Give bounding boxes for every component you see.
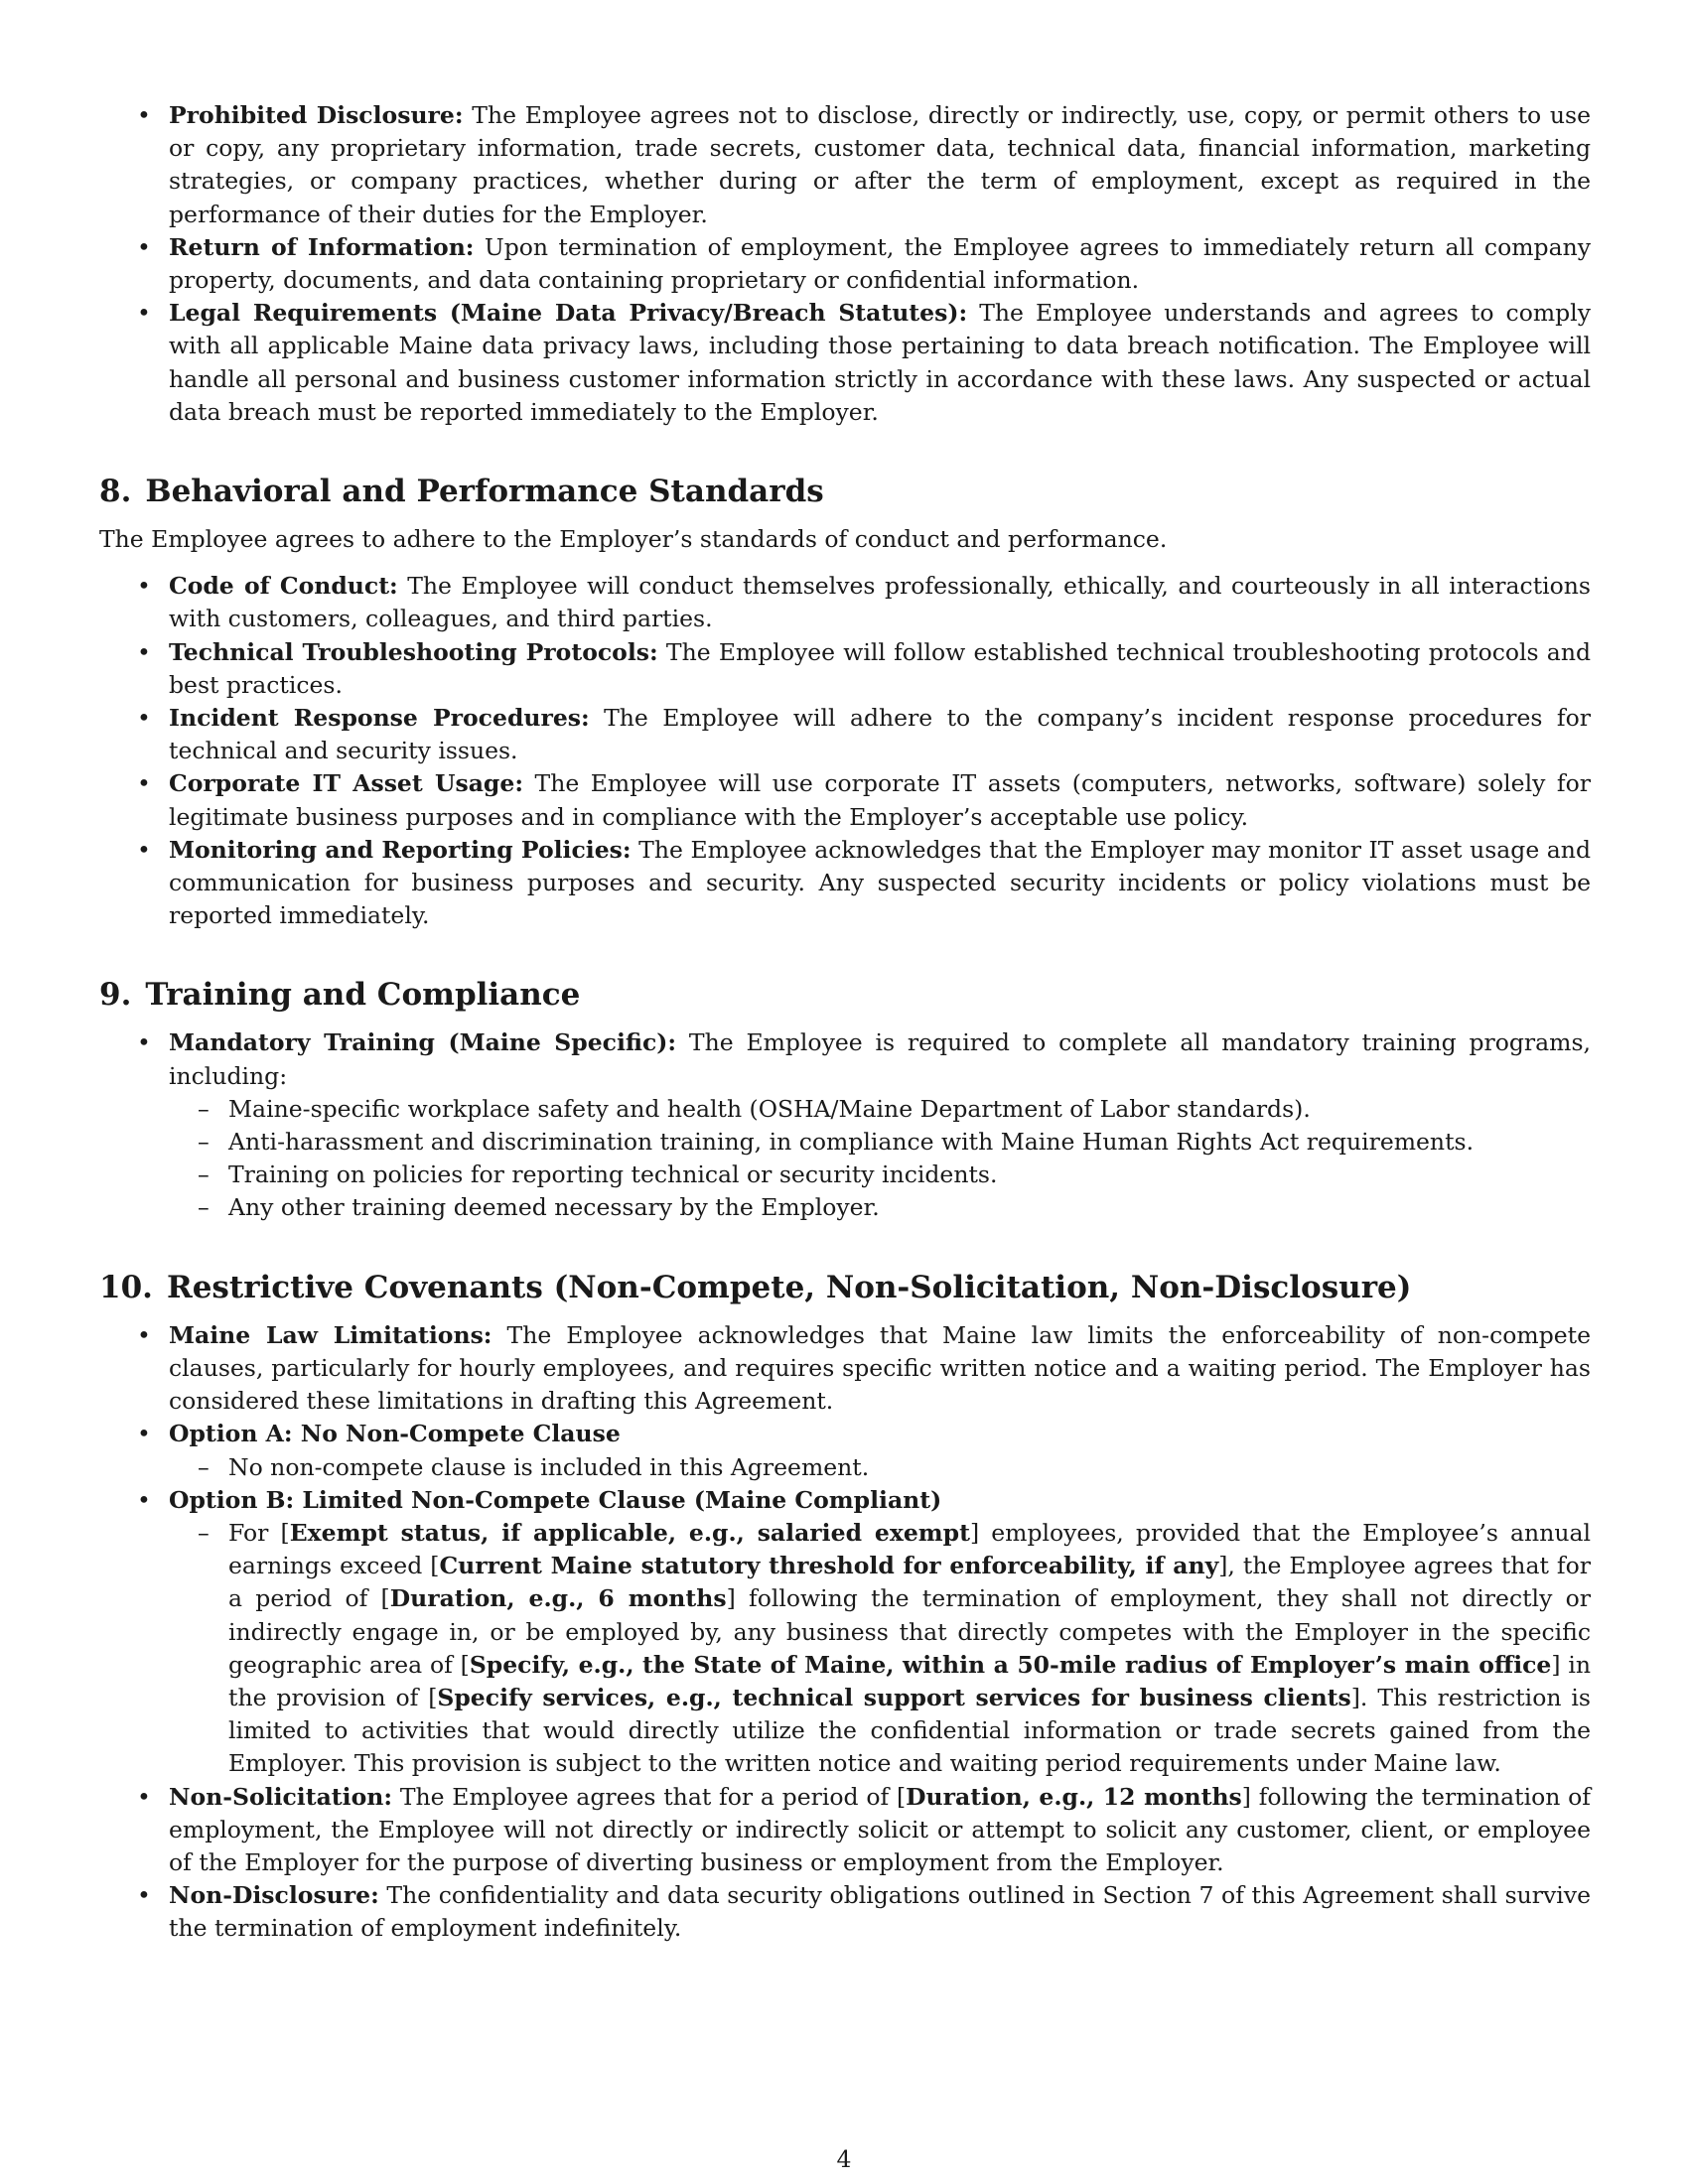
- item-title: Incident Response Procedures:: [169, 704, 590, 733]
- section-8-heading: [99, 472, 1591, 511]
- item-text: The Employee will follow established technical troubleshooting protocols and best practices.: [169, 637, 1591, 699]
- section-title: Behavioral and Performance Standards: [145, 474, 824, 510]
- list-item: [99, 297, 1591, 429]
- item-title: Technical Troubleshooting Protocols:: [169, 637, 658, 666]
- item-text: Upon termination of employment, the Employee agrees to immediately return all company property, documents, and data containing proprietary or confidential information.: [169, 232, 1591, 295]
- list-item: [99, 570, 1591, 635]
- item-title: Non-Disclosure:: [169, 1881, 379, 1910]
- sublist-item: – Anti-harassment and discrimination training, in compliance with Maine Human Rights Act requirements.: [169, 1126, 1591, 1159]
- item-title: Corporate IT Asset Usage:: [169, 769, 523, 798]
- list-item: [99, 702, 1591, 767]
- clause-text: ] in the provision of [: [228, 1650, 1592, 1711]
- placeholder-field: Exempt status, if applicable, e.g., salaried exempt: [289, 1518, 970, 1547]
- page-number: 4: [836, 2145, 852, 2173]
- item-title: Mandatory Training (Maine Specific):: [169, 1028, 677, 1057]
- section-10-list: [99, 1319, 1591, 1946]
- sublist-item: – Training on policies for reporting technical or security incidents.: [169, 1159, 1591, 1191]
- list-item: [99, 767, 1591, 833]
- list-item: [99, 834, 1591, 933]
- list-item: [99, 231, 1591, 297]
- section-title: Restrictive Covenants (Non-Compete, Non-Solicitation, Non-Disclosure): [166, 1269, 1412, 1305]
- section-8-intro: The Employee agrees to adhere to the Employer’s standards of conduct and performance.: [99, 525, 1168, 554]
- option-a-sublist: [169, 1451, 1591, 1484]
- item-text: The Employee will adhere to the company’s incident response procedures for technical and security issues.: [169, 704, 1591, 765]
- section-8-list: [99, 570, 1591, 932]
- clause-text: ] following the termination of employment, they shall not directly or indirectly engage in, or be employed by, any business that directly competes with the Employer in the specific geographic area of [: [228, 1584, 1591, 1679]
- item-title: Maine Law Limitations:: [169, 1320, 492, 1349]
- sublist-item: – Any other training deemed necessary by the Employer.: [169, 1191, 1591, 1224]
- item-text: The confidentiality and data security obligations outlined in Section 7 of this Agreement shall survive the termination of employment indefinitely.: [169, 1881, 1591, 1943]
- clause-text: ]. This restriction is limited to activities that would directly utilize the confidential information or trade secrets gained from the Employer. This provision is subject to the written notice and waiting period requirements under Maine law.: [228, 1683, 1591, 1778]
- option-b-sublist: [169, 1517, 1591, 1781]
- training-sublist: [169, 1093, 1591, 1225]
- clause-text: ] following the termination of employment, the Employee will not directly or indirectly solicit or attempt to solicit any customer, client, or employee of the Employer for the purpose of diverting business or employment from the Employer.: [169, 1782, 1591, 1876]
- item-title: Legal Requirements (Maine Data Privacy/Breach Statutes):: [169, 299, 968, 328]
- placeholder-field: Specify services, e.g., technical support services for business clients: [437, 1683, 1351, 1711]
- section-number: 9.: [99, 977, 132, 1014]
- placeholder-field: Duration, e.g., 12 months: [906, 1782, 1242, 1811]
- list-item: [99, 636, 1591, 702]
- sublist-item: – No non-compete clause is included in this Agreement.: [169, 1451, 1591, 1484]
- section-number: 8.: [99, 474, 132, 510]
- item-text: The Employee agrees not to disclose, directly or indirectly, use, copy, or permit others to use or copy, any proprietary information, trade secrets, customer data, technical data, financial information, marketing strategies, or company practices, whether during or after the term of employment, except as required in the performance of their duties for the Employer.: [169, 101, 1591, 228]
- list-item: [99, 1319, 1591, 1419]
- sublist-item: – Maine-specific workplace safety and health (OSHA/Maine Department of Labor standards).: [169, 1093, 1591, 1126]
- list-item: [99, 1418, 1591, 1483]
- section-title: Training and Compliance: [145, 977, 581, 1014]
- item-text: The Employee will use corporate IT assets (computers, networks, software) solely for legitimate business purposes and in compliance with the Employer’s acceptable use policy.: [169, 769, 1591, 831]
- clause-text: The Employee agrees that for a period of [: [399, 1782, 907, 1811]
- section-9-heading: [99, 975, 1591, 1015]
- list-item: [99, 1879, 1591, 1945]
- item-text: The Employee acknowledges that Maine law limits the enforceability of non-compete clauses, particularly for hourly employees, and requires specific written notice and a waiting period. The Employer has considered these limitations in drafting this Agreement.: [169, 1320, 1591, 1416]
- document-page: [99, 99, 1591, 1946]
- clause-text: ], the Employee agrees that for a period of [: [228, 1552, 1592, 1613]
- clause-text: ] employees, provided that the Employee’s annual earnings exceed [: [228, 1518, 1591, 1580]
- placeholder-field: Duration, e.g., 6 months: [389, 1584, 727, 1613]
- section-9-list: [99, 1026, 1591, 1224]
- item-title: Option B: Limited Non-Compete Clause (Maine Compliant): [169, 1485, 942, 1514]
- clause-text: For [: [228, 1518, 290, 1547]
- list-item: [99, 1781, 1591, 1880]
- placeholder-field: Current Maine statutory threshold for enforceability, if any: [439, 1552, 1219, 1580]
- item-title: Code of Conduct:: [169, 572, 398, 601]
- item-title: Non-Solicitation:: [169, 1782, 393, 1811]
- list-item: [99, 99, 1591, 231]
- sublist-item: [169, 1517, 1591, 1781]
- item-title: Option A: No Non-Compete Clause: [169, 1420, 621, 1448]
- item-text: The Employee will conduct themselves professionally, ethically, and courteously in all interactions with customers, colleagues, and third parties.: [169, 572, 1591, 633]
- item-title: Return of Information:: [169, 232, 475, 261]
- section-10-heading: [99, 1268, 1591, 1307]
- list-item: [99, 1026, 1591, 1224]
- item-title: Monitoring and Reporting Policies:: [169, 835, 632, 864]
- item-title: Prohibited Disclosure:: [169, 101, 464, 129]
- item-text: The Employee is required to complete all mandatory training programs, including:: [169, 1028, 1591, 1090]
- section-number: 10.: [99, 1269, 153, 1305]
- list-item: [99, 1484, 1591, 1781]
- placeholder-field: Specify, e.g., the State of Maine, within a 50-mile radius of Employer’s main office: [469, 1650, 1552, 1679]
- item-text: The Employee acknowledges that the Employer may monitor IT asset usage and communication for business purposes and security. Any suspected security incidents or policy violations must be reported immediately.: [169, 835, 1591, 930]
- item-text: The Employee understands and agrees to comply with all applicable Maine data privacy laws, including those pertaining to data breach notification. The Employee will handle all personal and business customer information strictly in accordance with these laws. Any suspected or actual data breach must be reported immediately to the Employer.: [169, 299, 1591, 426]
- confidentiality-list: [99, 99, 1591, 429]
